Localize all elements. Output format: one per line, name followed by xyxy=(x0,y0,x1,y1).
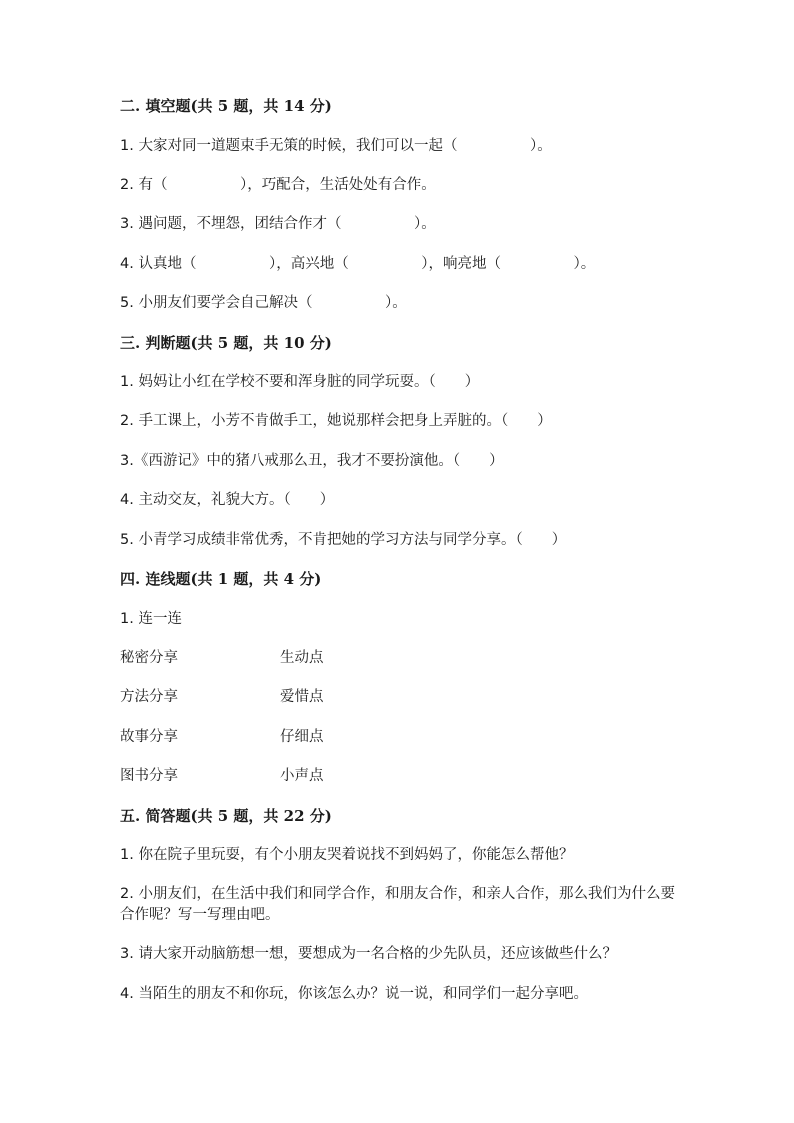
match-right-item: 仔细点 xyxy=(280,729,324,745)
short-question-1: 1. 你在院子里玩耍，有个小朋友哭着说找不到妈妈了，你能怎么帮他？ xyxy=(120,847,574,863)
judge-question-5: 5. 小青学习成绩非常优秀，不肯把她的学习方法与同学分享。（ ） xyxy=(120,532,567,548)
section-heading-short: 五. 简答题(共 5 题，共 22 分) xyxy=(120,807,332,825)
short-question-3: 3. 请大家开动脑筋想一想，要想成为一名合格的少先队员，还应该做些什么？ xyxy=(120,946,617,962)
judge-question-3: 3.《西游记》中的猪八戒那么丑，我才不要扮演他。（ ） xyxy=(120,453,504,469)
fill-question-1: 1. 大家对同一道题束手无策的时候，我们可以一起（ ）。 xyxy=(120,138,552,154)
fill-question-5: 5. 小朋友们要学会自己解决（ ）。 xyxy=(120,295,407,311)
match-prompt: 1. 连一连 xyxy=(120,611,182,627)
section-heading-judge: 三. 判断题(共 5 题，共 10 分) xyxy=(120,334,332,352)
fill-question-2: 2. 有（ ），巧配合，生活处处有合作。 xyxy=(120,177,436,193)
match-left-item: 图书分享 xyxy=(120,768,178,784)
match-left-item: 方法分享 xyxy=(120,689,178,705)
fill-question-4: 4. 认真地（ ），高兴地（ ），响亮地（ ）。 xyxy=(120,256,596,272)
fill-question-3: 3. 遇问题，不埋怨，团结合作才（ ）。 xyxy=(120,216,436,232)
match-left-item: 秘密分享 xyxy=(120,650,178,666)
judge-question-1: 1. 妈妈让小红在学校不要和浑身脏的同学玩耍。（ ） xyxy=(120,374,480,390)
match-left-item: 故事分享 xyxy=(120,729,178,745)
match-right-item: 爱惜点 xyxy=(280,689,324,705)
short-question-4: 4. 当陌生的朋友不和你玩，你该怎么办？说一说，和同学们一起分享吧。 xyxy=(120,986,588,1002)
section-heading-match: 四. 连线题(共 1 题，共 4 分) xyxy=(120,570,322,588)
match-right-item: 生动点 xyxy=(280,650,324,666)
match-right-item: 小声点 xyxy=(280,768,324,784)
section-heading-fill: 二. 填空题(共 5 题，共 14 分) xyxy=(120,97,332,115)
short-question-2: 2. 小朋友们，在生活中我们和同学合作，和朋友合作，和亲人合作，那么我们为什么要合作呢？写一写理由吧。 xyxy=(120,886,675,923)
judge-question-4: 4. 主动交友，礼貌大方。（ ） xyxy=(120,492,335,508)
judge-question-2: 2. 手工课上，小芳不肯做手工，她说那样会把身上弄脏的。（ ） xyxy=(120,413,552,429)
